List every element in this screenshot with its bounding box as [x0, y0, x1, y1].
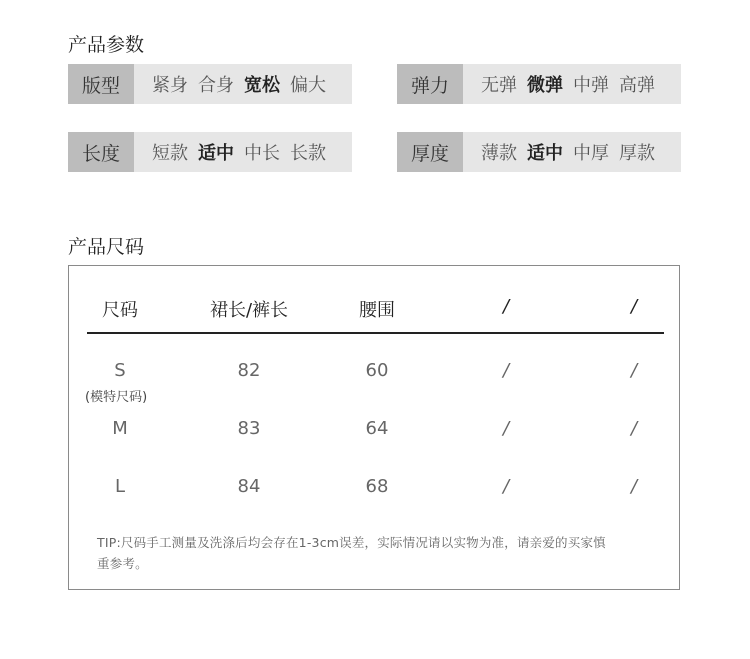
param-row-fit	[68, 64, 352, 104]
param-option-selected: 适中	[198, 143, 234, 164]
table-cell: 84	[237, 476, 261, 497]
table-cell-size: L	[114, 476, 126, 497]
param-option: 薄款	[481, 143, 517, 164]
param-option: 偏大	[290, 75, 326, 96]
param-option: 紧身	[152, 75, 188, 96]
table-header-waist: 腰围	[359, 300, 395, 321]
table-cell: /	[630, 476, 638, 497]
param-option: 厚款	[619, 143, 655, 164]
table-cell: /	[630, 418, 638, 439]
model-size-note: (模特尺码)	[85, 390, 148, 405]
param-label-thickness: 厚度	[397, 132, 463, 172]
table-cell: /	[630, 360, 638, 381]
size-table	[68, 265, 680, 590]
param-option-selected: 微弹	[527, 75, 563, 96]
param-option: 中长	[244, 143, 280, 164]
table-cell: /	[502, 476, 510, 497]
param-option: 短款	[152, 143, 188, 164]
table-cell: 82	[237, 360, 261, 381]
param-option: 长款	[290, 143, 326, 164]
param-option: 合身	[198, 75, 234, 96]
table-cell: 68	[365, 476, 389, 497]
table-cell: 83	[237, 418, 261, 439]
size-tip	[97, 532, 667, 574]
table-cell: 60	[365, 360, 389, 381]
header-divider	[87, 332, 664, 334]
param-label-length: 长度	[68, 132, 134, 172]
size-section-title: 产品尺码	[68, 236, 145, 258]
param-option: 无弹	[481, 75, 517, 96]
param-option-selected: 适中	[527, 143, 563, 164]
param-label-fit: 版型	[68, 64, 134, 104]
param-option: 高弹	[619, 75, 655, 96]
param-row-thickness	[397, 132, 681, 172]
table-cell: /	[502, 418, 510, 439]
table-header-length: 裙长/裤长	[209, 300, 289, 321]
table-cell: /	[502, 360, 510, 381]
table-cell: 64	[365, 418, 389, 439]
param-label-elasticity: 弹力	[397, 64, 463, 104]
param-option: 中厚	[573, 143, 609, 164]
param-row-elasticity	[397, 64, 681, 104]
param-option-selected: 宽松	[244, 75, 280, 96]
table-cell-size: M	[112, 418, 128, 439]
param-row-length	[68, 132, 352, 172]
table-header-empty: /	[502, 296, 510, 317]
tip-line: TIP:尺码手工测量及洗涤后均会存在1-3cm误差，实际情况请以实物为准，请亲爱的买家慎	[97, 535, 606, 550]
table-cell-size: S	[114, 360, 126, 381]
params-section-title: 产品参数	[68, 34, 145, 56]
table-header-size: 尺码	[102, 300, 138, 321]
table-header-empty: /	[630, 296, 638, 317]
tip-line: 重参考。	[97, 556, 148, 571]
param-option: 中弹	[573, 75, 609, 96]
